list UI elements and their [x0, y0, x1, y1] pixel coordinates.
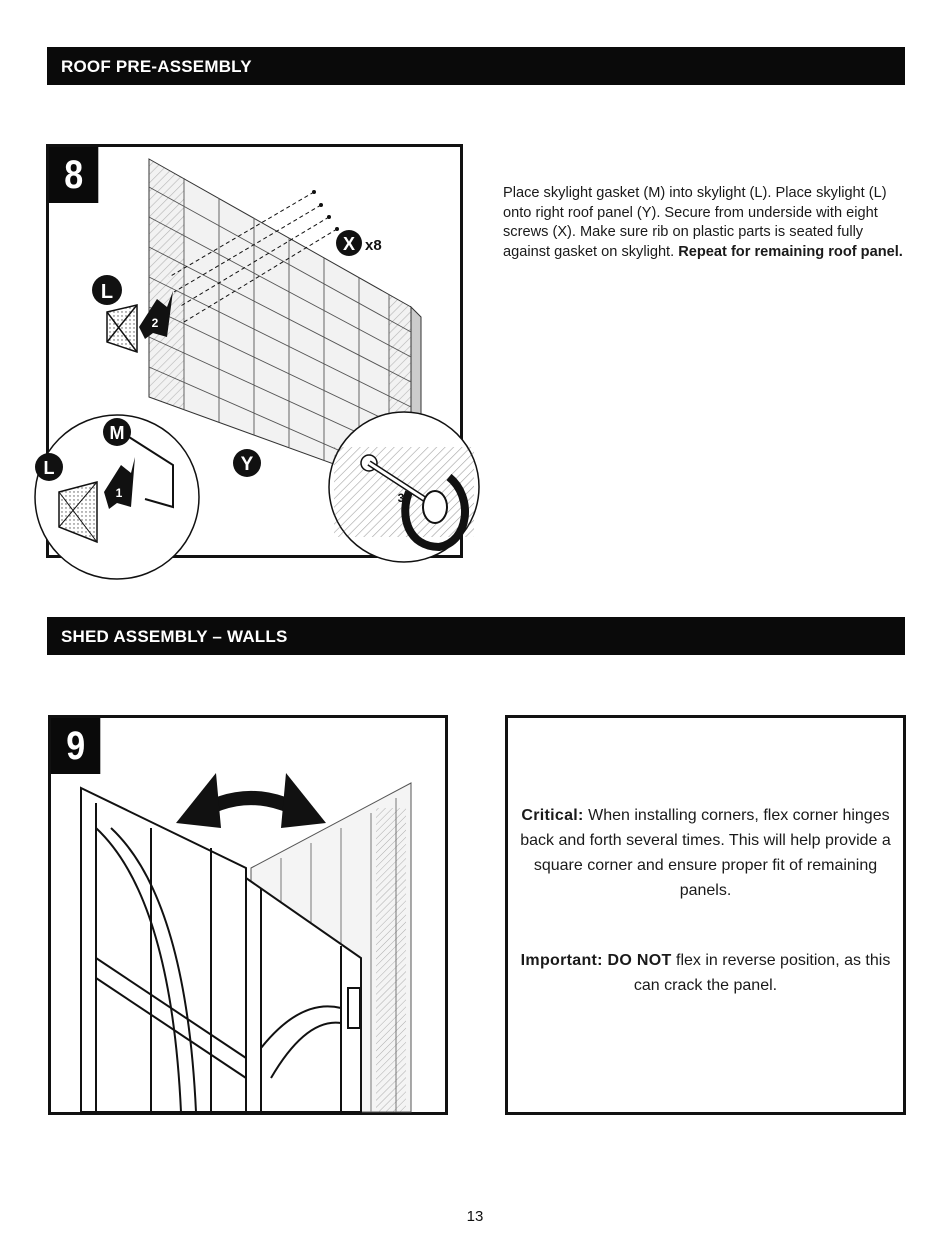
part-x-label: X [342, 234, 356, 254]
section-header-roof-pre-assembly [47, 47, 905, 85]
part-l-detail-label: L [43, 458, 55, 478]
flex-arrow-icon [176, 773, 326, 828]
part-l-label: L [100, 281, 114, 303]
step-8-number: 8 [49, 147, 98, 203]
critical-label: Critical: [521, 807, 584, 824]
step-9-illustration-frame [48, 715, 448, 1115]
screw-detail-circle [329, 412, 479, 562]
critical-note-box [505, 715, 906, 1115]
step-8-text: Place skylight gasket (M) into skylight (L). Place skylight (L) onto right roof panel (Y). Secure from underside with eight screws (X). Make sure rib on plastic parts is seated fully against gasket on skylight. [503, 185, 887, 260]
skylight-l [107, 305, 137, 352]
important-text: flex in reverse position, as this can crack the panel. [633, 952, 891, 994]
corner-panel-flex-illustration [51, 718, 445, 1112]
important-note [508, 948, 903, 998]
step-8-instructions [503, 184, 908, 262]
left-door-panel [81, 788, 246, 1112]
arrow-3-label: 3 [397, 491, 405, 505]
section-title: ROOF PRE-ASSEMBLY [61, 57, 252, 76]
section-header-shed-assembly-walls [47, 617, 905, 655]
part-m-label: M [109, 423, 125, 443]
roof-panel-skylight-illustration [43, 147, 460, 555]
critical-note [508, 803, 903, 903]
part-y-label: Y [240, 454, 254, 475]
arrow-2-label: 2 [151, 316, 159, 330]
gasket-detail-circle [35, 415, 199, 579]
critical-text: When installing corners, flex corner hinges back and forth several times. This will help provide a square corner and ensure proper fit of remaining panels. [520, 807, 891, 899]
screw-quantity: x8 [365, 237, 382, 254]
section-title: SHED ASSEMBLY – WALLS [61, 627, 288, 646]
step-9-number: 9 [51, 718, 100, 774]
step-8-illustration-frame [43, 144, 463, 558]
arrow-1-label: 1 [115, 486, 123, 500]
important-label: Important: DO NOT [520, 952, 672, 969]
step-8-text-bold: Repeat for remaining roof panel. [678, 243, 903, 260]
page-number: 13 [466, 1208, 484, 1225]
